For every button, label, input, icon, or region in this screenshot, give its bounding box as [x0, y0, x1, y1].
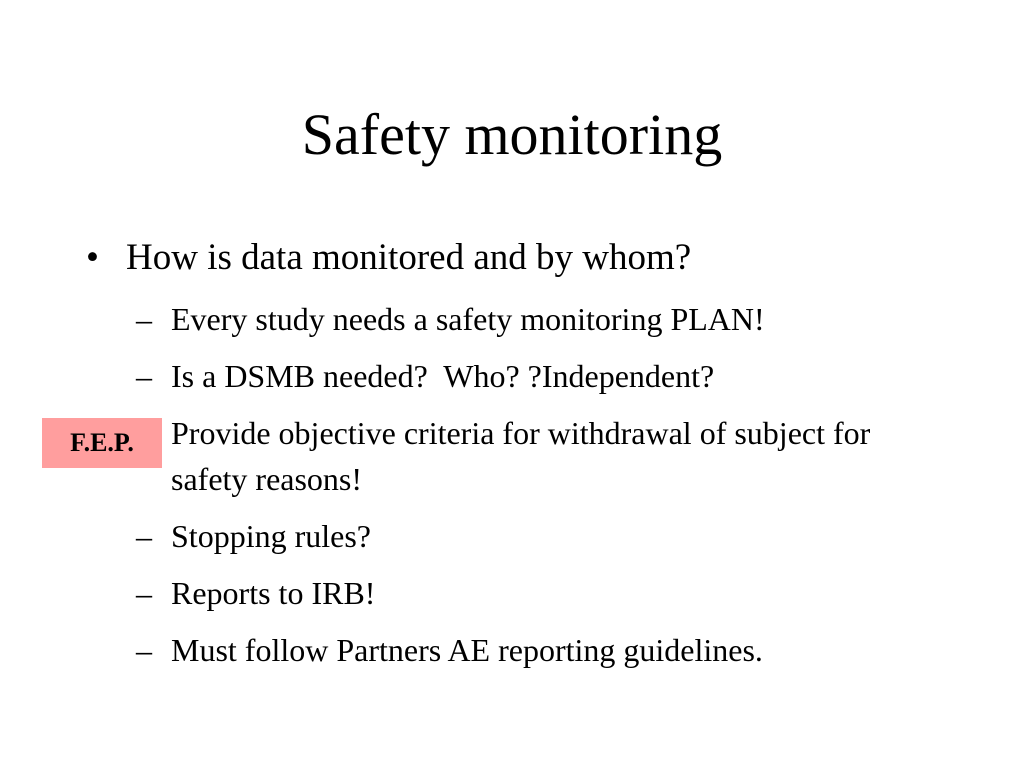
- sub-bullet: [136, 410, 936, 502]
- sub-bullet-text: Stopping rules?: [171, 518, 371, 554]
- sub-bullet: [136, 627, 936, 673]
- sub-bullet-text: Is a DSMB needed? Who? ?Independent?: [171, 358, 715, 394]
- main-bullet: [86, 234, 691, 282]
- dash-marker: –: [136, 358, 152, 394]
- sub-bullet-text: Provide objective criteria for withdrawal of subject for safety reasons!: [171, 415, 871, 497]
- slide-title: Safety monitoring: [301, 102, 723, 167]
- sub-bullet: [136, 570, 936, 616]
- dash-marker: –: [136, 575, 152, 611]
- sub-bullet-text: Must follow Partners AE reporting guidelines.: [171, 632, 763, 668]
- sub-bullet-list: [136, 296, 936, 684]
- dash-marker: –: [136, 301, 152, 337]
- sub-bullet: [136, 296, 936, 342]
- sub-bullet-text: Every study needs a safety monitoring PLAN!: [171, 301, 765, 337]
- main-bullet-text: How is data monitored and by whom?: [126, 237, 692, 278]
- dash-marker: –: [136, 518, 152, 554]
- bullet-marker: •: [86, 237, 99, 278]
- sub-bullet: [136, 513, 936, 559]
- fep-badge: F.E.P.: [42, 418, 162, 468]
- dash-marker: –: [136, 632, 152, 668]
- sub-bullet: [136, 353, 936, 399]
- sub-bullet-text: Reports to IRB!: [171, 575, 376, 611]
